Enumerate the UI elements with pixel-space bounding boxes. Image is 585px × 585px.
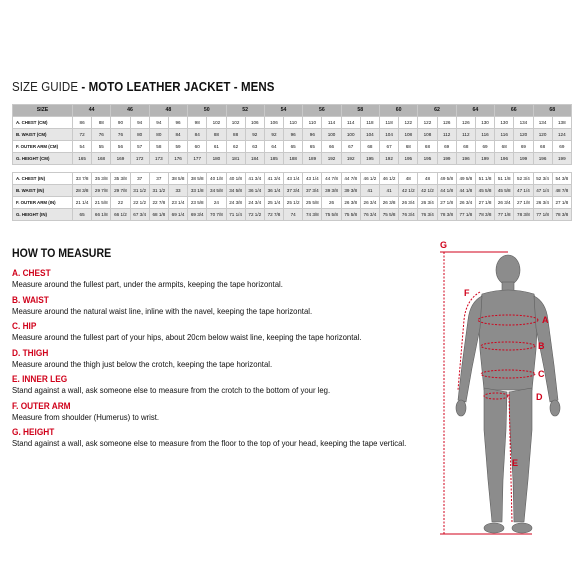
size-value: 38 5/8 [188, 173, 207, 185]
size-value: 68 1/8 [149, 209, 168, 221]
size-value: 46 1/2 [360, 173, 379, 185]
size-value: 44 7/8 [341, 173, 360, 185]
size-header-cell: 68 [533, 105, 572, 117]
size-value: 26 3/4 [533, 197, 552, 209]
size-value: 77 1/8 [495, 209, 514, 221]
size-value: 56 [111, 141, 130, 153]
measure-instructions [12, 268, 432, 454]
size-value: 24 3/8 [226, 197, 245, 209]
row-label: F. OUTER ARM (CM) [13, 141, 73, 153]
size-value: 68 [495, 141, 514, 153]
row-label: G. HEIGHT (CM) [13, 153, 73, 165]
measure-title: F. OUTER ARM [12, 400, 71, 411]
size-value: 36 1/4 [245, 185, 264, 197]
size-value: 26 3/8 [380, 197, 399, 209]
size-value: 58 [149, 141, 168, 153]
size-value: 72 1/2 [245, 209, 264, 221]
row-label: B. WAIST (IN) [13, 185, 73, 197]
size-value: 65 [284, 141, 303, 153]
size-value: 22 7/8 [149, 197, 168, 209]
size-header-cell: 54 [264, 105, 302, 117]
size-row [13, 141, 572, 153]
size-value: 118 [360, 117, 379, 129]
size-value: 26 3/4 [399, 197, 418, 209]
size-value: 138 [552, 117, 571, 129]
title-product: - MOTO LEATHER JACKET - MENS [78, 80, 275, 94]
size-value: 40 1/8 [207, 173, 226, 185]
size-header-cell: 58 [341, 105, 379, 117]
size-value: 47 1/4 [533, 185, 552, 197]
size-value: 77 1/8 [456, 209, 475, 221]
size-value: 68 [533, 141, 552, 153]
figure-torso [478, 290, 538, 390]
measure-item-waist [12, 295, 432, 317]
size-value: 67 [341, 141, 360, 153]
size-value: 188 [284, 153, 303, 165]
size-value: 38 5/8 [168, 173, 187, 185]
size-value: 27 1/8 [514, 197, 533, 209]
size-row [13, 185, 572, 197]
figure-head [496, 255, 520, 285]
size-value: 76 3/4 [399, 209, 418, 221]
size-value: 41 3/4 [245, 173, 264, 185]
figure-left-arm [458, 296, 482, 402]
page-title [12, 80, 275, 94]
size-value: 112 [437, 129, 456, 141]
size-value: 33 1/8 [188, 185, 207, 197]
size-value: 63 [245, 141, 264, 153]
size-value: 23 1/4 [168, 197, 187, 209]
size-value: 72 7/8 [264, 209, 283, 221]
size-header-row [13, 105, 572, 117]
size-value: 104 [360, 129, 379, 141]
size-value: 42 1/2 [399, 185, 418, 197]
size-value: 184 [245, 153, 264, 165]
row-label: A. CHEST (IN) [13, 173, 73, 185]
size-value: 26 3/8 [341, 197, 360, 209]
size-value: 37 [149, 173, 168, 185]
size-value: 177 [188, 153, 207, 165]
size-value: 24 3/4 [245, 197, 264, 209]
size-value: 45 5/8 [475, 185, 494, 197]
size-value: 69 3/4 [188, 209, 207, 221]
table-spacer-row [13, 165, 572, 173]
size-value: 52 3/4 [533, 173, 552, 185]
size-value: 78 3/8 [514, 209, 533, 221]
size-header-cell: 46 [111, 105, 149, 117]
size-value: 196 [533, 153, 552, 165]
size-value: 84 [168, 129, 187, 141]
size-value: 24 [207, 197, 226, 209]
size-value: 39 3/8 [322, 185, 341, 197]
size-value: 71 1/4 [226, 209, 245, 221]
size-value: 76 [92, 129, 111, 141]
size-header-cell: 66 [495, 105, 533, 117]
size-value: 68 [418, 141, 437, 153]
how-to-measure-heading: HOW TO MEASURE [12, 248, 112, 260]
size-value: 67 [380, 141, 399, 153]
figure-left-leg [484, 388, 507, 522]
label-d: D [536, 392, 543, 402]
size-value: 48 [399, 173, 418, 185]
size-value: 68 [456, 141, 475, 153]
label-e: E [512, 458, 519, 468]
row-label: B. WAIST (CM) [13, 129, 73, 141]
size-value: 33 [168, 185, 187, 197]
size-value: 44 1/8 [437, 185, 456, 197]
size-value: 199 [514, 153, 533, 165]
size-value: 69 [475, 141, 494, 153]
size-value: 55 [92, 141, 111, 153]
size-row [13, 197, 572, 209]
measure-description: Measure around the fullest part of your hips, about 20cm below waist line, keeping the tape horizontal. [12, 332, 362, 342]
size-header-cell: 50 [188, 105, 226, 117]
size-value: 84 [188, 129, 207, 141]
size-value: 88 [207, 129, 226, 141]
size-value: 27 1/8 [437, 197, 456, 209]
size-value: 185 [264, 153, 283, 165]
size-value: 43 1/4 [284, 173, 303, 185]
size-value: 169 [111, 153, 130, 165]
size-value: 189 [303, 153, 322, 165]
size-value: 78 3/8 [475, 209, 494, 221]
size-table-container [12, 104, 572, 221]
size-value: 98 [188, 117, 207, 129]
size-value: 65 [303, 141, 322, 153]
size-value: 100 [341, 129, 360, 141]
measure-title: C. HIP [12, 321, 37, 331]
size-value: 27 1/8 [475, 197, 494, 209]
size-value: 100 [322, 129, 341, 141]
size-value: 51 1/8 [495, 173, 514, 185]
size-value: 21 1/4 [73, 197, 92, 209]
size-value: 180 [207, 153, 226, 165]
size-value: 26 3/4 [360, 197, 379, 209]
size-value: 195 [360, 153, 379, 165]
size-value: 33 7/8 [73, 173, 92, 185]
body-silhouette [432, 240, 582, 570]
size-header-cell: 62 [418, 105, 456, 117]
size-value: 86 [73, 117, 92, 129]
size-value: 40 1/8 [226, 173, 245, 185]
size-value: 60 [188, 141, 207, 153]
figure-body [456, 255, 560, 533]
size-value: 90 [111, 117, 130, 129]
size-value: 134 [514, 117, 533, 129]
size-value: 31 1/2 [149, 185, 168, 197]
size-value: 25 1/2 [284, 197, 303, 209]
size-value: 118 [380, 117, 399, 129]
size-value: 36 1/4 [264, 185, 283, 197]
size-value: 96 [303, 129, 322, 141]
size-value: 25 1/4 [264, 197, 283, 209]
size-value: 65 [73, 209, 92, 221]
size-value: 61 [207, 141, 226, 153]
size-value: 78 3/8 [437, 209, 456, 221]
size-table-body [13, 117, 572, 221]
size-value: 29 7/8 [111, 185, 130, 197]
row-label: G. HEIGHT (IN) [13, 209, 73, 221]
measure-item-height [12, 427, 432, 449]
size-value: 114 [341, 117, 360, 129]
size-value: 192 [322, 153, 341, 165]
size-value: 199 [552, 153, 571, 165]
size-value: 176 [168, 153, 187, 165]
size-value: 62 [226, 141, 245, 153]
size-value: 173 [149, 153, 168, 165]
size-value: 120 [533, 129, 552, 141]
size-value: 68 [360, 141, 379, 153]
measure-item-chest [12, 268, 432, 290]
size-value: 64 [264, 141, 283, 153]
size-value: 25 5/8 [303, 197, 322, 209]
size-value: 44 1/8 [456, 185, 475, 197]
size-value: 22 [111, 197, 130, 209]
size-value: 102 [207, 117, 226, 129]
size-value: 28 3/8 [73, 185, 92, 197]
body-measurement-figure [432, 240, 582, 570]
size-value: 54 3/8 [552, 173, 571, 185]
figure-left-hand [456, 400, 466, 416]
size-value: 66 [322, 141, 341, 153]
figure-left-foot [484, 523, 504, 533]
size-value: 110 [303, 117, 322, 129]
measure-title: B. WAIST [12, 294, 49, 305]
size-value: 69 [437, 141, 456, 153]
size-value: 37 3/4 [303, 185, 322, 197]
size-header-cell: 44 [73, 105, 111, 117]
size-value: 48 7/8 [552, 185, 571, 197]
measure-item-outer-arm [12, 401, 432, 423]
size-value: 196 [456, 153, 475, 165]
size-value: 42 1/2 [418, 185, 437, 197]
size-value: 49 5/8 [437, 173, 456, 185]
size-value: 75 5/8 [341, 209, 360, 221]
label-a: A [542, 315, 549, 325]
size-value: 122 [399, 117, 418, 129]
size-value: 45 5/8 [495, 185, 514, 197]
size-value: 66 1/2 [111, 209, 130, 221]
size-value: 76 3/4 [360, 209, 379, 221]
size-value: 41 [360, 185, 379, 197]
size-value: 67 3/4 [130, 209, 149, 221]
size-value: 75 5/8 [380, 209, 399, 221]
size-value: 77 1/8 [533, 209, 552, 221]
size-value: 70 7/8 [207, 209, 226, 221]
figure-right-foot [512, 523, 532, 533]
size-value: 130 [495, 117, 514, 129]
size-value: 46 1/2 [380, 173, 399, 185]
measure-title: A. CHEST [12, 268, 51, 278]
measure-description: Measure around the natural waist line, inline with the navel, keeping the tape horizontal. [12, 305, 313, 316]
size-value: 52 3/4 [514, 173, 533, 185]
size-value: 110 [284, 117, 303, 129]
size-value: 34 5/8 [207, 185, 226, 197]
size-value: 134 [533, 117, 552, 129]
size-value: 108 [399, 129, 418, 141]
size-value: 57 [130, 141, 149, 153]
size-value: 35 3/8 [111, 173, 130, 185]
size-value: 59 [168, 141, 187, 153]
size-value: 74 3/8 [303, 209, 322, 221]
size-value: 126 [456, 117, 475, 129]
size-row [13, 129, 572, 141]
size-value: 181 [226, 153, 245, 165]
measure-description: Measure from shoulder (Humerus) to wrist. [12, 411, 159, 422]
size-value: 27 1/8 [552, 197, 571, 209]
measure-item-hip [12, 321, 432, 343]
size-value: 80 [149, 129, 168, 141]
label-f: F [464, 288, 470, 298]
measure-title: D. THIGH [12, 347, 49, 358]
size-value: 66 1/8 [92, 209, 111, 221]
size-value: 88 [92, 117, 111, 129]
size-value: 106 [264, 117, 283, 129]
size-value: 92 [245, 129, 264, 141]
size-value: 199 [475, 153, 494, 165]
table-spacer [13, 165, 572, 173]
size-row [13, 117, 572, 129]
measure-description: Stand against a wall, ask someone else to measure from the crotch to the bottom of your leg. [12, 385, 331, 395]
size-value: 41 [380, 185, 399, 197]
measure-item-thigh [12, 348, 432, 370]
size-value: 192 [380, 153, 399, 165]
size-value: 74 [284, 209, 303, 221]
size-header-cell: 48 [149, 105, 187, 117]
size-value: 104 [380, 129, 399, 141]
size-header-label: SIZE [13, 105, 73, 117]
size-value: 69 1/4 [168, 209, 187, 221]
size-value: 108 [418, 129, 437, 141]
size-value: 168 [92, 153, 111, 165]
title-prefix: SIZE GUIDE [12, 80, 79, 94]
size-value: 199 [437, 153, 456, 165]
size-row [13, 209, 572, 221]
measure-description: Stand against a wall, ask someone else to measure from the floor to the top of your head, keeping the tape vertical. [12, 438, 407, 448]
size-value: 102 [226, 117, 245, 129]
measure-title: G. HEIGHT [12, 427, 55, 437]
size-value: 26 3/4 [418, 197, 437, 209]
label-c: C [538, 369, 545, 379]
size-value: 94 [130, 117, 149, 129]
measure-description: Measure around the fullest part, under the armpits, keeping the tape horizontal. [12, 279, 283, 289]
size-value: 122 [418, 117, 437, 129]
size-value: 54 [73, 141, 92, 153]
size-value: 29 7/8 [92, 185, 111, 197]
size-value: 69 [514, 141, 533, 153]
size-value: 39 3/8 [341, 185, 360, 197]
size-value: 75 5/8 [322, 209, 341, 221]
size-value: 34 5/8 [226, 185, 245, 197]
size-value: 92 [264, 129, 283, 141]
size-value: 195 [399, 153, 418, 165]
size-header-cell: 60 [380, 105, 418, 117]
size-value: 94 [149, 117, 168, 129]
measure-description: Measure around the thigh just below the crotch, keeping the tape horizontal. [12, 358, 273, 369]
size-value: 37 [130, 173, 149, 185]
size-value: 37 3/4 [284, 185, 303, 197]
size-value: 21 5/8 [92, 197, 111, 209]
size-value: 124 [552, 129, 571, 141]
size-value: 116 [495, 129, 514, 141]
size-row [13, 153, 572, 165]
label-g: G [440, 240, 448, 250]
size-value: 196 [495, 153, 514, 165]
measure-item-inner-leg [12, 374, 432, 396]
size-value: 116 [475, 129, 494, 141]
size-value: 23 5/8 [188, 197, 207, 209]
size-value: 76 3/4 [418, 209, 437, 221]
size-header-cell: 52 [226, 105, 264, 117]
size-value: 76 [111, 129, 130, 141]
size-value: 68 [399, 141, 418, 153]
size-value: 49 5/8 [456, 173, 475, 185]
row-label: A. CHEST (CM) [13, 117, 73, 129]
size-value: 35 3/8 [92, 173, 111, 185]
size-header-cell: 56 [303, 105, 341, 117]
size-value: 47 1/4 [514, 185, 533, 197]
size-header-cell: 64 [456, 105, 494, 117]
size-value: 112 [456, 129, 475, 141]
size-table [12, 104, 572, 221]
size-value: 51 1/8 [475, 173, 494, 185]
size-value: 88 [226, 129, 245, 141]
measure-title: E. INNER LEG [12, 374, 68, 384]
size-value: 106 [245, 117, 264, 129]
size-value: 69 [552, 141, 571, 153]
size-value: 96 [284, 129, 303, 141]
size-value: 195 [418, 153, 437, 165]
size-value: 165 [73, 153, 92, 165]
size-value: 26 3/4 [495, 197, 514, 209]
size-value: 22 1/2 [130, 197, 149, 209]
size-value: 43 1/4 [303, 173, 322, 185]
size-value: 114 [322, 117, 341, 129]
size-value: 78 3/8 [552, 209, 571, 221]
label-b: B [538, 341, 545, 351]
size-value: 126 [437, 117, 456, 129]
size-value: 192 [341, 153, 360, 165]
size-value: 44 7/8 [322, 173, 341, 185]
size-value: 26 [322, 197, 341, 209]
size-value: 80 [130, 129, 149, 141]
size-value: 172 [130, 153, 149, 165]
figure-right-leg [509, 388, 532, 522]
row-label: F. OUTER ARM (IN) [13, 197, 73, 209]
size-value: 130 [475, 117, 494, 129]
size-value: 120 [514, 129, 533, 141]
size-value: 31 1/2 [130, 185, 149, 197]
size-value: 41 3/4 [264, 173, 283, 185]
size-value: 48 [418, 173, 437, 185]
figure-right-hand [550, 400, 560, 416]
size-value: 26 3/4 [456, 197, 475, 209]
size-row [13, 173, 572, 185]
size-value: 72 [73, 129, 92, 141]
size-value: 96 [168, 117, 187, 129]
